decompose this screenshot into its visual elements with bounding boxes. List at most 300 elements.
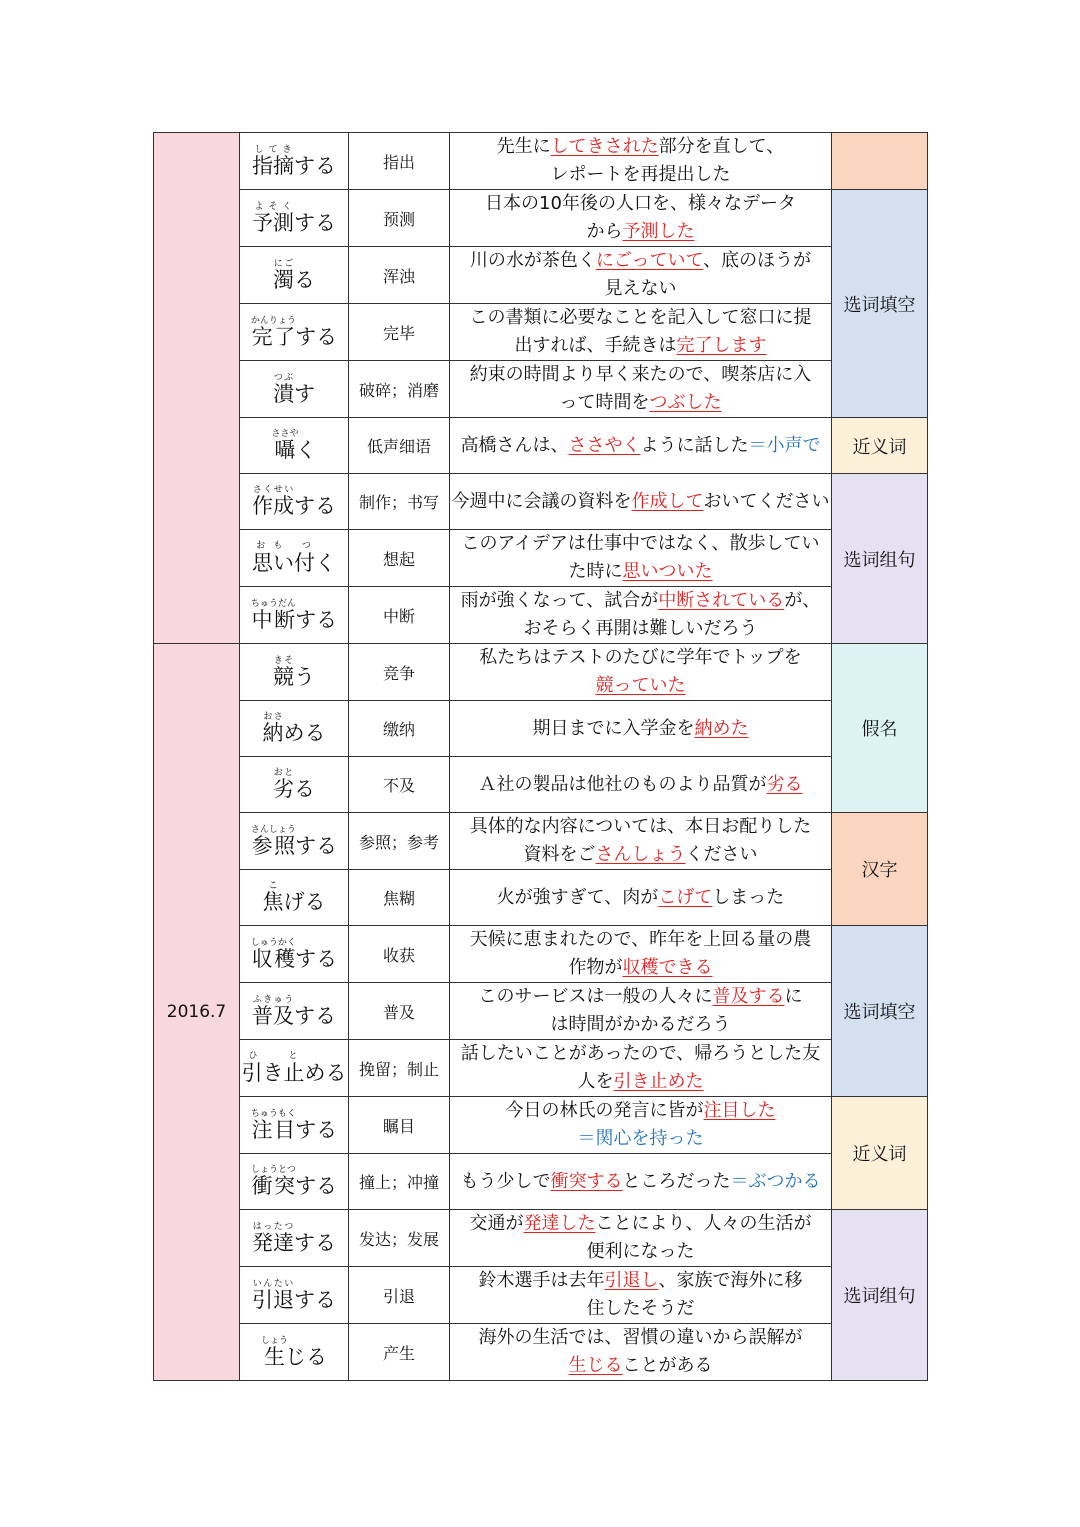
question-type-cell — [832, 133, 928, 190]
highlighted-word: してきされた — [550, 136, 659, 157]
highlighted-word: 発達した — [523, 1213, 596, 1234]
word-kanji: 中断 — [250, 607, 296, 632]
example-sentence-cell — [450, 133, 832, 190]
sentence-text: このアイデアは仕事中ではなく、散歩してい — [461, 533, 820, 554]
sentence-text: は時間がかかるだろう — [550, 1014, 731, 1035]
word-reading: にご — [273, 258, 294, 269]
table-row — [154, 926, 928, 983]
sentence-text: が、 — [784, 590, 821, 611]
table-row — [154, 1040, 928, 1097]
table-row — [154, 1324, 928, 1381]
sentence-text: 作物が — [568, 957, 623, 978]
word-okurigana: する — [294, 153, 336, 178]
meaning-cell: 低声细语 — [349, 418, 450, 474]
word-kanji-with-reading — [273, 258, 294, 292]
example-sentence-cell — [450, 190, 832, 247]
meaning-cell: 产生 — [349, 1324, 450, 1381]
word-kanji-with-reading — [262, 881, 284, 915]
word-reading: いんたい — [252, 1278, 294, 1289]
highlighted-word: 競っていた — [595, 675, 686, 696]
word-cell — [240, 474, 349, 530]
word-kanji: 普及 — [252, 1003, 294, 1028]
vocab-word — [273, 655, 315, 689]
vocabulary-table — [153, 132, 928, 1381]
vocab-word — [273, 372, 315, 406]
table-row — [154, 983, 928, 1040]
meaning-cell: 制作；书写 — [349, 474, 450, 530]
table-row — [154, 1267, 928, 1324]
example-sentence-cell — [450, 587, 832, 644]
vocab-word — [252, 994, 336, 1028]
word-kanji: 注目 — [250, 1117, 296, 1142]
example-sentence-cell — [450, 926, 832, 983]
word-cell — [240, 983, 349, 1040]
sentence-text: 具体的な内容については、本日お配りした — [469, 816, 812, 837]
word-reading: してき — [252, 144, 294, 155]
word-kanji-with-reading — [250, 937, 296, 971]
highlighted-word: ささやく — [568, 434, 641, 456]
example-line — [450, 247, 831, 275]
sentence-text: ことにより、人々の生活が — [595, 1213, 812, 1234]
sentence-text: 話したいことがあったので、帰ろうとした友 — [460, 1043, 821, 1064]
word-cell — [240, 813, 349, 870]
word-okurigana: げる — [283, 890, 326, 915]
sentence-text: 海外の生活では、習慣の違いから誤解が — [478, 1327, 803, 1348]
question-type-cell: 选词填空 — [832, 926, 928, 1097]
word-kanji: 囁 — [271, 438, 299, 463]
word-reading: つぶ — [273, 372, 294, 383]
synonym-text: ＝小声で — [748, 434, 821, 456]
word-reading: ひ と — [241, 1051, 305, 1062]
highlighted-word: 完了します — [676, 335, 767, 356]
example-line — [450, 672, 831, 700]
word-cell — [240, 1267, 349, 1324]
highlighted-word: 予測した — [622, 221, 695, 242]
meaning-cell: 挽留；制止 — [349, 1040, 450, 1097]
vocab-word — [252, 541, 336, 576]
table-row — [154, 644, 928, 701]
table-row — [154, 530, 928, 587]
highlighted-word: 注目した — [703, 1100, 776, 1121]
example-sentence-cell — [450, 1324, 832, 1381]
word-okurigana: する — [294, 210, 336, 235]
word-kanji: 指摘 — [252, 153, 294, 178]
example-line — [450, 558, 831, 586]
table-row — [154, 587, 928, 644]
word-cell — [240, 133, 349, 190]
question-type-cell: 近义词 — [832, 418, 928, 474]
sentence-text: 川の水が茶色く — [469, 250, 596, 271]
word-okurigana: する — [295, 946, 338, 971]
word-okurigana: する — [295, 607, 338, 632]
example-line — [450, 954, 831, 982]
sentence-text: 鈴木選手は去年 — [478, 1270, 605, 1291]
word-kanji-with-reading — [273, 768, 294, 802]
word-cell — [240, 1097, 349, 1154]
example-sentence-cell — [450, 304, 832, 361]
sentence-text: 資料をご — [523, 844, 596, 865]
meaning-cell: 不及 — [349, 757, 450, 813]
table-row — [154, 247, 928, 304]
sentence-text: 今日の林氏の発言に皆が — [505, 1100, 704, 1121]
sentence-text: ところだった — [622, 1170, 731, 1192]
vocab-word — [273, 768, 315, 802]
example-line — [450, 133, 831, 161]
highlighted-word: 引き止めた — [613, 1071, 704, 1092]
example-sentence-cell — [450, 870, 832, 926]
word-okurigana: する — [295, 1117, 338, 1142]
example-line — [450, 304, 831, 332]
vocab-word — [262, 881, 326, 915]
example-line — [450, 1295, 831, 1323]
example-sentence-cell — [450, 757, 832, 813]
word-kanji-with-reading — [252, 994, 294, 1028]
word-okurigana: める — [283, 721, 326, 746]
word-reading: ちゅうもく — [250, 1108, 296, 1119]
vocab-word — [273, 258, 315, 292]
highlighted-word: さんしょう — [595, 844, 686, 865]
example-line — [450, 771, 831, 799]
example-line — [450, 1352, 831, 1380]
meaning-cell: 撞上；冲撞 — [349, 1154, 450, 1210]
word-kanji: 作成 — [252, 494, 294, 519]
word-okurigana: く — [295, 438, 317, 463]
example-line — [450, 190, 831, 218]
word-okurigana: する — [295, 1174, 338, 1199]
table-row — [154, 361, 928, 418]
example-line — [450, 1324, 831, 1352]
sentence-text: から — [586, 221, 623, 242]
question-type-cell: 选词填空 — [832, 190, 928, 418]
sentence-text: って時間を — [559, 392, 650, 413]
table-row — [154, 474, 928, 530]
vocab-word — [250, 315, 338, 349]
sentence-text: 火が強すぎて、肉が — [496, 886, 659, 908]
word-reading: さくせい — [252, 485, 294, 496]
sentence-text: 部分を直して、 — [658, 136, 785, 157]
word-kanji: 焦 — [262, 890, 284, 915]
sentence-text: Ａ社の製品は他社のものより品質が — [478, 773, 767, 795]
table-row — [154, 190, 928, 247]
exam-date-cell — [154, 133, 240, 644]
word-kanji-with-reading — [271, 429, 299, 463]
word-okurigana: する — [295, 324, 338, 349]
table-row — [154, 870, 928, 926]
sentence-text: ください — [685, 844, 758, 865]
vocab-word — [250, 1108, 338, 1142]
vocab-word — [250, 1165, 338, 1199]
example-sentence-cell — [450, 1154, 832, 1210]
vocabulary-table-body — [154, 133, 928, 1381]
example-line — [450, 161, 831, 189]
highlighted-word: 思いついた — [622, 561, 713, 582]
sentence-text: に — [784, 986, 803, 1007]
word-reading: こ — [262, 881, 284, 892]
example-line — [450, 644, 831, 672]
vocab-word — [250, 937, 338, 971]
word-kanji-with-reading — [252, 144, 294, 178]
word-cell — [240, 1040, 349, 1097]
meaning-cell: 发达；发展 — [349, 1210, 450, 1267]
word-kanji-with-reading — [250, 1108, 296, 1142]
example-sentence-cell — [450, 530, 832, 587]
word-kanji-with-reading — [260, 1335, 288, 1369]
word-kanji: 引き止 — [241, 1061, 305, 1086]
sentence-text: 人を — [577, 1071, 614, 1092]
synonym-text: ＝ぶつかる — [730, 1170, 821, 1192]
word-kanji-with-reading — [252, 1221, 294, 1255]
word-kanji-with-reading — [273, 655, 294, 689]
table-row — [154, 1154, 928, 1210]
meaning-cell: 普及 — [349, 983, 450, 1040]
table-row — [154, 813, 928, 870]
word-kanji: 潰 — [273, 381, 294, 406]
word-kanji: 納 — [262, 721, 284, 746]
word-reading: さんしょう — [250, 824, 296, 835]
sentence-text: 出すれば、手続きは — [514, 335, 677, 356]
sentence-text: しまった — [712, 886, 785, 908]
question-type-cell: 近义词 — [832, 1097, 928, 1210]
sentence-text: 住したそうだ — [586, 1298, 695, 1319]
word-kanji: 引退 — [252, 1287, 294, 1312]
meaning-cell: 参照；参考 — [349, 813, 450, 870]
word-reading: ふきゅう — [252, 994, 294, 1005]
meaning-cell: 收获 — [349, 926, 450, 983]
example-line — [450, 1168, 831, 1196]
word-reading: ささや — [271, 429, 299, 440]
example-line — [450, 488, 831, 516]
sentence-text: 交通が — [469, 1213, 524, 1234]
word-kanji-with-reading — [250, 598, 296, 632]
word-kanji-with-reading — [250, 824, 296, 858]
example-line — [450, 218, 831, 246]
word-okurigana: する — [294, 1003, 336, 1028]
sentence-text: もう少しで — [460, 1170, 551, 1192]
example-line — [450, 587, 831, 615]
word-cell — [240, 361, 349, 418]
example-line — [450, 1068, 831, 1096]
highlighted-word: 収穫できる — [622, 957, 713, 978]
word-reading: おと — [273, 768, 294, 779]
word-kanji-with-reading — [252, 541, 315, 576]
sentence-text: 天候に恵まれたので、昨年を上回る量の農 — [469, 929, 812, 950]
word-cell — [240, 701, 349, 757]
word-kanji: 劣 — [273, 777, 294, 802]
word-cell — [240, 587, 349, 644]
word-cell — [240, 418, 349, 474]
table-row — [154, 1097, 928, 1154]
table-row — [154, 757, 928, 813]
example-line — [450, 1011, 831, 1039]
word-reading: しょうとつ — [250, 1165, 296, 1176]
example-sentence-cell — [450, 1040, 832, 1097]
highlighted-word: こげて — [658, 886, 713, 908]
word-reading: おさ — [262, 712, 284, 723]
word-reading: かんりょう — [250, 315, 296, 326]
example-line — [450, 1040, 831, 1068]
vocab-word — [262, 712, 326, 746]
word-kanji-with-reading — [252, 485, 294, 519]
highlighted-word: 納めた — [694, 717, 749, 739]
question-type-cell: 选词组句 — [832, 474, 928, 644]
meaning-cell: 瞩目 — [349, 1097, 450, 1154]
meaning-cell: 引退 — [349, 1267, 450, 1324]
meaning-cell: 中断 — [349, 587, 450, 644]
table-row — [154, 304, 928, 361]
word-kanji: 競 — [273, 664, 294, 689]
highlighted-word: 衝突する — [550, 1170, 623, 1192]
highlighted-word: にごっていて — [595, 250, 704, 271]
word-cell — [240, 304, 349, 361]
vocab-word — [250, 824, 338, 858]
example-line — [450, 1097, 831, 1125]
example-line — [450, 715, 831, 743]
example-sentence-cell — [450, 418, 832, 474]
word-okurigana: う — [294, 664, 315, 689]
word-reading: きそ — [273, 655, 294, 666]
vocab-word — [271, 429, 317, 463]
word-okurigana: く — [315, 551, 336, 576]
word-kanji-with-reading — [241, 1051, 305, 1086]
word-kanji: 完了 — [250, 324, 296, 349]
sentence-text: 私たちはテストのたびに学年でトップを — [479, 647, 802, 668]
word-reading: はったつ — [252, 1221, 294, 1232]
word-cell — [240, 870, 349, 926]
word-kanji: 収穫 — [250, 946, 296, 971]
word-okurigana: る — [294, 267, 315, 292]
word-kanji: 発達 — [252, 1230, 294, 1255]
word-reading: よそく — [252, 201, 294, 212]
question-type-cell: 假名 — [832, 644, 928, 813]
sentence-text: レポートを再提出した — [550, 164, 731, 185]
sentence-text: 高橋さんは、 — [460, 434, 569, 456]
word-cell — [240, 1324, 349, 1381]
sentence-text: ことがある — [622, 1355, 713, 1376]
example-sentence-cell — [450, 247, 832, 304]
synonym-text: ＝関心を持った — [577, 1128, 704, 1149]
sentence-text: た時に — [568, 561, 623, 582]
example-sentence-cell — [450, 701, 832, 757]
word-okurigana: る — [294, 777, 315, 802]
example-sentence-cell — [450, 474, 832, 530]
sentence-text: 期日までに入学金を — [532, 717, 695, 739]
word-okurigana: じる — [284, 1344, 327, 1369]
sentence-text: この書類に必要なことを記入して窓口に提 — [469, 307, 812, 328]
example-sentence-cell — [450, 813, 832, 870]
word-cell — [240, 1210, 349, 1267]
example-line — [450, 983, 831, 1011]
example-line — [450, 1238, 831, 1266]
word-kanji: 衝突 — [250, 1174, 296, 1199]
example-sentence-cell — [450, 361, 832, 418]
word-kanji-with-reading — [252, 1278, 294, 1312]
meaning-cell: 预测 — [349, 190, 450, 247]
word-kanji: 生 — [260, 1344, 288, 1369]
highlighted-word: 生じる — [568, 1355, 623, 1376]
word-okurigana: する — [294, 1230, 336, 1255]
word-kanji: 予測 — [252, 210, 294, 235]
word-cell — [240, 190, 349, 247]
example-sentence-cell — [450, 644, 832, 701]
word-reading: おも つ — [252, 541, 315, 552]
vocab-word — [250, 598, 338, 632]
sentence-text: 今週中に会議の資料を — [451, 490, 632, 512]
example-line — [450, 1210, 831, 1238]
word-kanji-with-reading — [252, 201, 294, 235]
example-line — [450, 332, 831, 360]
example-sentence-cell — [450, 983, 832, 1040]
highlighted-word: 普及する — [712, 986, 785, 1007]
meaning-cell: 完毕 — [349, 304, 450, 361]
meaning-cell: 指出 — [349, 133, 450, 190]
word-reading: しょう — [260, 1335, 288, 1346]
vocab-word — [241, 1051, 347, 1086]
word-kanji: 濁 — [273, 267, 294, 292]
meaning-cell: 竞争 — [349, 644, 450, 701]
meaning-cell: 想起 — [349, 530, 450, 587]
meaning-cell: 破碎；消磨 — [349, 361, 450, 418]
word-cell — [240, 530, 349, 587]
word-cell — [240, 926, 349, 983]
sentence-text: 先生に — [496, 136, 551, 157]
word-okurigana: する — [294, 494, 336, 519]
meaning-cell: 焦糊 — [349, 870, 450, 926]
highlighted-word: 劣る — [766, 773, 803, 795]
sentence-text: 約束の時間より早く来たので、喫茶店に入 — [469, 364, 812, 385]
sentence-text: このサービスは一般の人々に — [478, 986, 713, 1007]
word-kanji: 参照 — [250, 833, 296, 858]
sentence-text: 見えない — [604, 278, 677, 299]
example-line — [450, 1125, 831, 1153]
table-row — [154, 133, 928, 190]
example-sentence-cell — [450, 1097, 832, 1154]
word-cell — [240, 644, 349, 701]
example-line — [450, 841, 831, 869]
word-cell — [240, 757, 349, 813]
example-line — [450, 275, 831, 303]
word-okurigana: する — [295, 833, 338, 858]
table-row — [154, 701, 928, 757]
meaning-cell: 缴纳 — [349, 701, 450, 757]
table-row — [154, 1210, 928, 1267]
vocab-word — [252, 1221, 336, 1255]
vocab-word — [252, 1278, 336, 1312]
example-line — [450, 813, 831, 841]
word-kanji-with-reading — [250, 1165, 296, 1199]
sentence-text: ように話した — [640, 434, 749, 456]
sentence-text: 日本の10年後の人口を、様々なデータ — [485, 193, 796, 214]
sentence-text: 便利になった — [586, 1241, 695, 1262]
example-line — [450, 389, 831, 417]
vocab-word — [252, 144, 336, 178]
word-okurigana: す — [294, 381, 315, 406]
question-type-cell: 汉字 — [832, 813, 928, 926]
vocab-word — [260, 1335, 327, 1369]
word-reading: ちゅうだん — [250, 598, 296, 609]
sentence-text: おいてください — [703, 490, 830, 512]
highlighted-word: つぶした — [649, 392, 722, 413]
word-okurigana: める — [304, 1061, 347, 1086]
example-line — [450, 361, 831, 389]
example-line — [450, 884, 831, 912]
sentence-text: 雨が強くなって、試合が — [460, 590, 659, 611]
highlighted-word: 中断されている — [658, 590, 785, 611]
word-kanji-with-reading — [262, 712, 284, 746]
word-reading: しゅうかく — [250, 937, 296, 948]
example-line — [450, 926, 831, 954]
meaning-cell: 浑浊 — [349, 247, 450, 304]
vocab-word — [252, 485, 336, 519]
